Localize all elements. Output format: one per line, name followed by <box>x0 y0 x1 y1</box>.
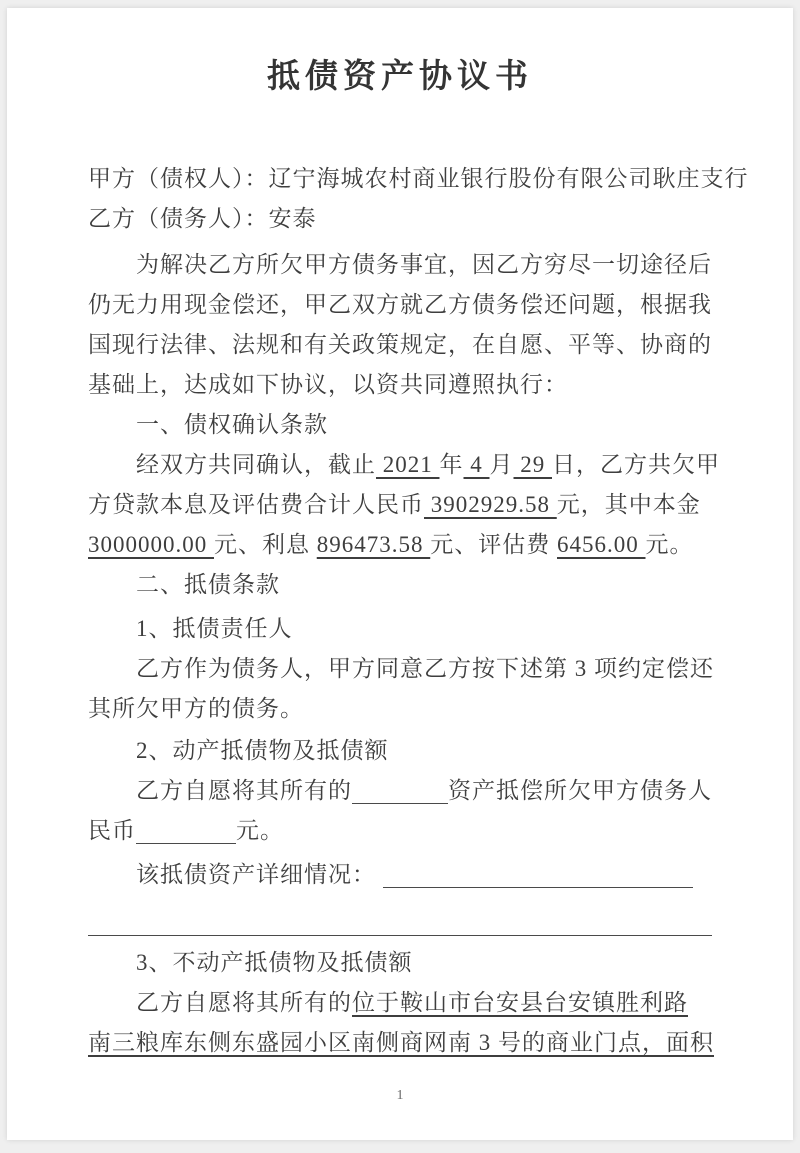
underlined-segment: 6456.00 <box>557 532 646 557</box>
document-line <box>88 855 712 895</box>
text-segment: 元，其中本金 <box>556 492 701 517</box>
document-line <box>88 365 712 405</box>
text-segment: 该抵债资产详细情况： <box>136 862 376 887</box>
underlined-segment: 南三粮库东侧东盛园小区南侧商网南 3 号的商业门点，面积 <box>88 1030 714 1055</box>
document-line <box>88 405 712 445</box>
text-segment: 1、抵债责任人 <box>136 616 293 641</box>
underlined-segment: 4 <box>463 452 490 477</box>
text-segment: 元、利息 <box>214 532 317 557</box>
document-line <box>88 1023 712 1063</box>
text-segment: 资产抵偿所欠甲方债务人 <box>448 778 712 803</box>
text-segment: 3、不动产抵债物及抵债额 <box>136 950 413 975</box>
document-line <box>88 649 712 689</box>
page-number: 1 <box>396 1088 404 1103</box>
text-segment: 元。 <box>645 532 694 557</box>
document-line <box>88 609 712 649</box>
text-segment: 2、动产抵债物及抵债额 <box>136 738 389 763</box>
document-page <box>7 8 793 1140</box>
document-line <box>88 689 712 729</box>
document-line <box>88 485 712 525</box>
text-segment: 国现行法律、法规和有关政策规定，在自愿、平等、协商的 <box>88 332 712 357</box>
text-segment: 乙方（债务人）：安泰 <box>88 206 317 231</box>
underlined-segment: 3902929.58 <box>424 492 557 517</box>
document-line <box>88 983 712 1023</box>
document-line <box>88 159 749 199</box>
blank-field <box>88 911 712 936</box>
document-line <box>88 199 712 239</box>
underlined-segment: 3000000.00 <box>88 532 214 557</box>
text-segment: 月 <box>489 452 514 477</box>
document-line <box>88 565 712 605</box>
document-line <box>88 943 712 983</box>
text-segment: 乙方自愿将其所有的 <box>136 990 352 1015</box>
document-line <box>88 285 712 325</box>
document-line <box>88 811 712 851</box>
blank-field <box>383 863 693 888</box>
text-segment: 基础上，达成如下协议，以资共同遵照执行： <box>88 372 568 397</box>
text-segment: 元。 <box>236 818 284 843</box>
text-segment: 仍无力用现金偿还，甲乙双方就乙方债务偿还问题，根据我 <box>88 292 712 317</box>
document-line <box>88 245 712 285</box>
underlined-segment: 2021 <box>376 452 440 477</box>
text-segment: 其所欠甲方的债务。 <box>88 696 304 721</box>
document-line <box>88 525 712 565</box>
text-segment: 为解决乙方所欠甲方债务事宜，因乙方穷尽一切途径后 <box>136 252 712 277</box>
text-segment: 乙方作为债务人，甲方同意乙方按下述第 3 项约定偿还 <box>136 656 714 681</box>
text-segment: 民币 <box>88 818 136 843</box>
text-segment: 乙方自愿将其所有的 <box>136 778 352 803</box>
document-line <box>88 731 712 771</box>
blank-field <box>136 819 236 844</box>
text-segment: 二、抵债条款 <box>136 572 280 597</box>
document-line <box>88 325 712 365</box>
document-lines <box>88 159 749 1063</box>
underlined-segment: 896473.58 <box>316 532 431 557</box>
document-line <box>88 771 712 811</box>
underlined-segment: 29 <box>513 452 552 477</box>
text-segment: 元、评估费 <box>430 532 557 557</box>
document-line <box>88 903 712 943</box>
underlined-segment: 位于鞍山市台安县台安镇胜利路 <box>352 990 688 1015</box>
text-segment: 年 <box>439 452 464 477</box>
document-title: 抵债资产协议书 <box>267 59 533 95</box>
text-segment <box>376 862 383 887</box>
blank-field <box>352 779 448 804</box>
text-segment: 经双方共同确认，截止 <box>136 452 376 477</box>
text-segment: 日，乙方共欠甲 <box>552 452 720 477</box>
text-segment: 一、债权确认条款 <box>136 412 328 437</box>
text-segment: 方贷款本息及评估费合计人民币 <box>88 492 424 517</box>
document-content <box>7 8 793 1063</box>
text-segment: 甲方（债权人）：辽宁海城农村商业银行股份有限公司耿庄支行 <box>88 166 749 191</box>
document-line <box>88 445 720 485</box>
